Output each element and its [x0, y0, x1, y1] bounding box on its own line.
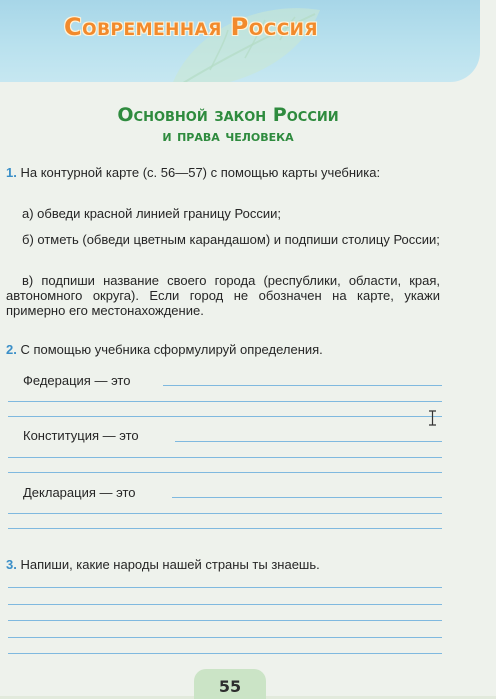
task3-text: Напиши, какие народы нашей страны ты знаешь. [20, 557, 320, 572]
header-band [0, 0, 480, 82]
answer-line[interactable] [8, 604, 442, 605]
task1-number: 1. [6, 165, 17, 180]
answer-line[interactable] [8, 401, 442, 402]
answer-line[interactable] [8, 416, 442, 417]
task2-number: 2. [6, 342, 17, 357]
answer-line[interactable] [8, 653, 442, 654]
task1-item-b: б) отметь (обведи цветным карандашом) и подпиши столицу России; [22, 232, 440, 247]
definition-label-constitution: Конституция — это [23, 428, 139, 443]
definition-label-declaration: Декларация — это [23, 485, 136, 500]
answer-line[interactable] [8, 472, 442, 473]
task2-intro [6, 342, 438, 357]
answer-line[interactable] [163, 385, 442, 386]
task3-intro [6, 557, 438, 572]
answer-line[interactable] [8, 528, 442, 529]
task1-intro [6, 165, 438, 180]
section-title-line2: и права человека [162, 126, 294, 145]
section-title-line1: Основной закон России [117, 104, 339, 126]
task1-item-a: а) обведи красной линией границу России; [22, 206, 281, 221]
answer-line[interactable] [8, 637, 442, 638]
task3-number: 3. [6, 557, 17, 572]
task1-text: На контурной карте (с. 56—57) с помощью карты учебника: [20, 165, 381, 180]
task1-item-c: в) подпиши название своего города (республики, области, края, автономного округа). Если город не обозначен на карте, укажи примерно его местонахождение. [6, 273, 440, 318]
definition-label-federation: Федерация — это [23, 373, 131, 388]
answer-line[interactable] [8, 513, 442, 514]
answer-line[interactable] [8, 620, 442, 621]
task2-text: С помощью учебника сформулируй определения. [20, 342, 323, 357]
answer-line[interactable] [8, 587, 442, 588]
answer-line[interactable] [175, 441, 442, 442]
answer-line[interactable] [8, 457, 442, 458]
page-number: 55 [218, 677, 242, 696]
text-cursor-icon [428, 410, 437, 426]
answer-line[interactable] [172, 497, 442, 498]
section-title [0, 104, 456, 146]
header-title: Современная Россия [64, 13, 318, 41]
